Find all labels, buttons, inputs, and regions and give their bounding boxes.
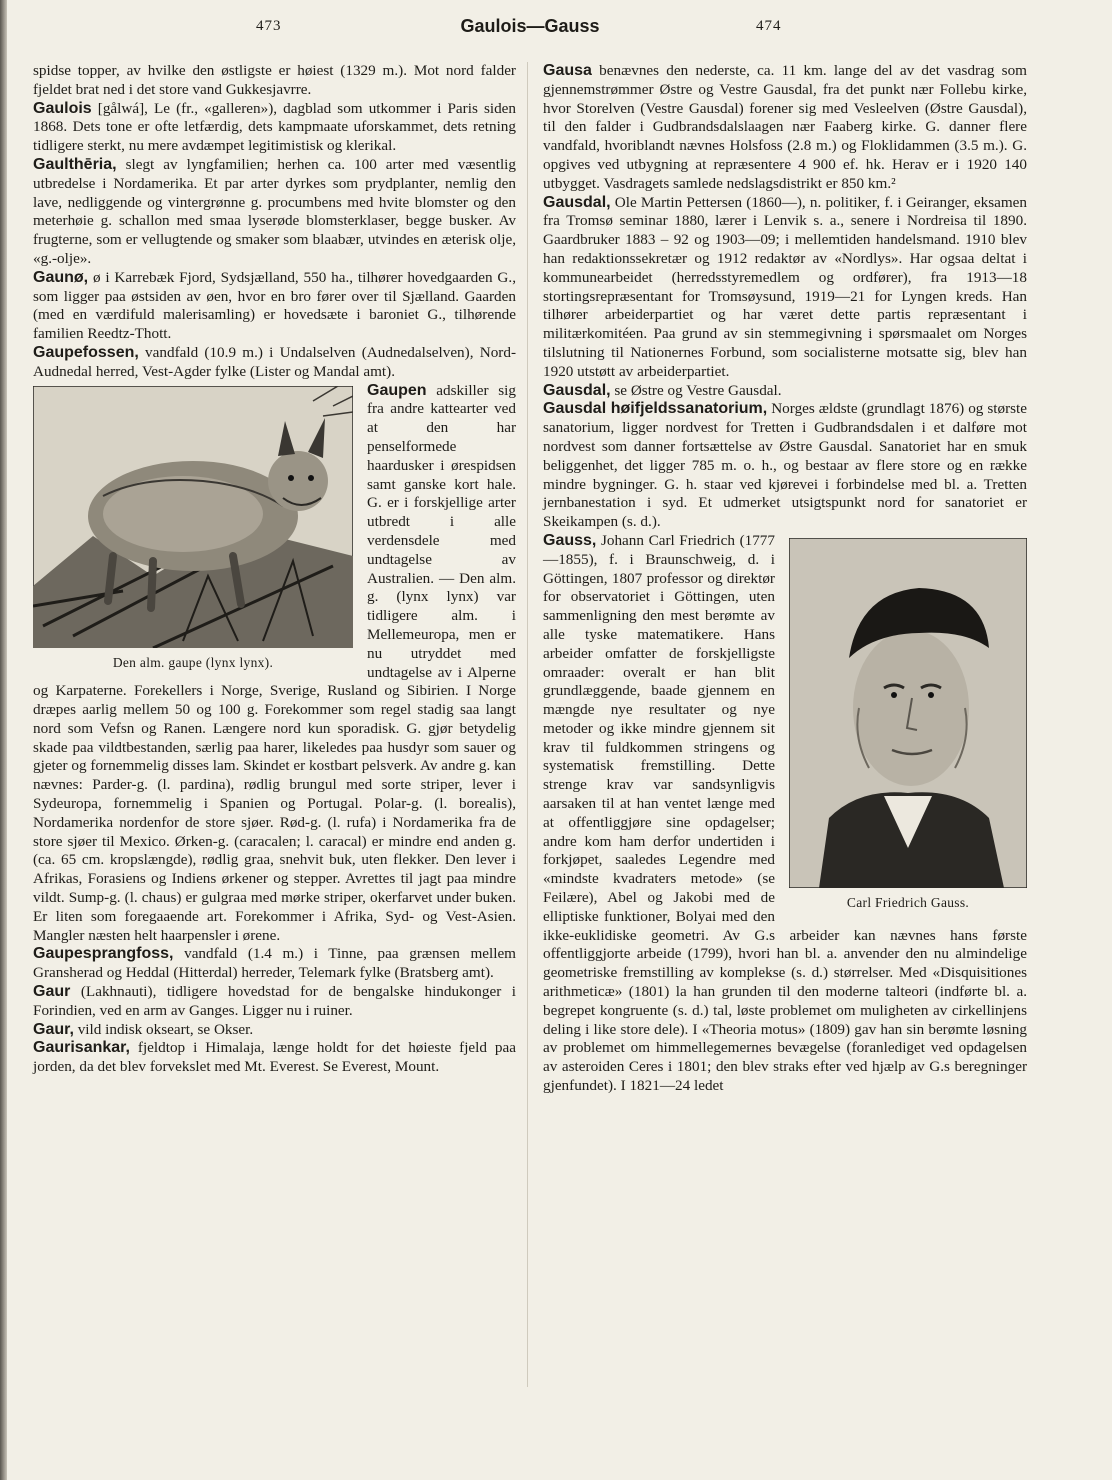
entry-gauno xyxy=(33,269,516,344)
entry-text: slegt av lyngfamilien; herhen ca. 100 arter med væsentlig utbredelse i Nordamerika. Et par arter dyrkes som prydplanter, nemlig den lave, nedliggende og vintergrønne g. procumbens med hvite blomster og den meterhøie g. schallon med smaa lyserøde blomsterklaser, begge busker. Av frugterne, som er vellugtende og smaker som blaabær, utvindes en æterisk olje, «g.-olje». xyxy=(33,155,516,267)
headword: Gaupefossen, xyxy=(33,343,139,361)
page-header xyxy=(0,18,1112,44)
entry-gausdal-sanatorium xyxy=(543,400,1027,532)
entry-gaultheria xyxy=(33,156,516,269)
entry-text: Norges ældste (grundlagt 1876) og største sanatorium, ligger nordvest for Tretten i Gudbrandsdalen i et dalføre mot nordvest som danner fortsættelse av Østre Gausdal. Sanatoriet har en smuk beliggenhet, det ligger 785 m. o. h., og bestaar av flere store og en række mindre bygninger. G. h. staar ved kjørevei i forbindelse med bl. a. Tretten jernbanestation i syd. Et udmerket utsigtspunkt nord for sanatoriet er Skeikampen (s. d.). xyxy=(543,400,1028,531)
entry-gaurisankar xyxy=(33,1039,516,1077)
lynx-figure-caption: Den alm. gaupe (lynx lynx). xyxy=(112,654,274,670)
gauss-portrait-figure xyxy=(789,538,1027,913)
entry-text: Johann Carl Friedrich (1777—1855), f. i Braunschweig, d. i Göttingen, 1807 professor og direktør for observatoriet i Göttingen, uten sammenligning den mest berømte av alle tyske matematikere. Hans arbeider omfatter de forskjelligste omraader: overalt er han blit grundlæggende, baade gjennem en mængde nye resultater og nye metoder og ikke mindre gjennem sit krav til fuldkommen stringens og systematisk fremstilling. Dette strenge krav var sandsynligvis aarsaken til at han ventet længe med at offentliggjøre sine opdagelser; andre kom ham derfor undertiden i forkjøpet, saaledes Legendre med «mindste kvadraters metode» (se Feilære), Abel og Jakobi med de elliptiske funktioner, Bolyai med den ikke-euklidiske geometri. Av G.s arbeider kan nævnes hans første offentliggjorte arbeide (1799), hvori han bl. a. anvender den nu almindelige geometriske fremstilling av komplekse (s. d.) størrelser. Med «Disquisitiones arithmeticæ» (1801) la han grunden til den moderne talteori (indførte bl. a. begrepet kongruente (s. d.) tal, løste problemet om muligheten av cirkellinjens deling i like store dele). I «Theoria motus» (1809) gav han sin berømte løsning av problemet om himmellegemernes bevægelse (foranlediget ved opdagelsen av asteroiden Ceres i 1801; den blev straks efter ved hjælp av G.s beregninger gjenfundet). I 1821—24 ledet xyxy=(543,531,1027,1095)
entry-gaulois xyxy=(33,100,516,156)
headword: Gausa xyxy=(543,62,592,79)
lynx-figure xyxy=(33,386,353,673)
headword: Gausdal, xyxy=(543,381,611,399)
entry-gaur-city xyxy=(33,983,516,1021)
headword: Gaulois xyxy=(33,99,92,117)
headword: Gausdal høifjeldssanatorium, xyxy=(543,400,768,418)
running-head: Gaulois—Gauss xyxy=(460,16,600,36)
entry-gaupen xyxy=(33,382,516,946)
entry-text: vild indisk okseart, se Okser. xyxy=(77,1020,254,1038)
entry-gaupesprangfoss xyxy=(33,945,516,983)
headword: Gaurisankar, xyxy=(33,1039,130,1057)
entry-text: benævnes den nederste, ca. 11 km. lange del av det vasdrag som gjennemstrømmer Østre og Vestre Gausdal, fra det punkt nær Follebu kirke, hvor Storelven (Vestre Gausdal) forener sig med Vesleelven (Østre Gausdal), til den falder i Gudbrandsdalslaagen nær Faaberg kirke. G. danner flere vandfald, hvoriblandt nævnes Holsfoss (2.8 m.) og Floklidammen (3.5 m.). G. opgives ved utbygning at repræsentere 4 900 ef. hk. Herav er i 1920 140 utbygget. Vasdragets samlede nedslagsdistrikt er 850 km.² xyxy=(543,62,1028,192)
lynx-illustration xyxy=(33,386,353,648)
right-column xyxy=(543,62,1027,1096)
gauss-portrait xyxy=(789,538,1027,888)
headword: Gaulthēria, xyxy=(33,155,117,173)
entry-gaupefossen xyxy=(33,344,516,382)
entry-text: adskiller sig fra andre kattearter ved at den har penselformede haardusker i ørespidsen samt ganske kort hale. G. er i forskjellige arter utbredt i alle verdensdele med undtagelse av Australien. — Den alm. g. (lynx lynx) var tidligere alm. i Mellemeuropa, men er nu utryddet med undtagelse av i Alperne og Karpaterne. Forekellers i Norge, Sverige, Rusland og Sibirien. I Norge dræpes aarlig mellem 50 og 100 g. Forekommer som regel stadig saa langt nord som Vefsn og Ranen. Længere nord kun sporadisk. G. gjør betydelig skade paa vildtbestanden, særlig paa harer, likeledes paa husdyr som sauer og gjeter og fornemmelig disses lam. Skindet er kostbart pelsverk. Av andre g. kan nævnes: Parder-g. (l. pardina), rødlig brungul med sorte striper, lever i Sydeuropa, fornemmelig i Spanien og Portugal. Polar-g. (l. borealis), Nordamerika nordenfor de store sjøer. Rød-g. (l. rufa) i Nordamerika fra de store sjøer til Mexico. Ørken-g. (caracalen; l. caracal) er mindre end anden g. (ca. 65 cm. kropslængde), rødlig graa, snehvit buk, uten flekker. Den lever i Afrikas, Forasiens og Indiens ørkener og stepper. Avrettes til jagt paa mindre vildt. Sump-g. (l. chaus) er gulgraa med mørke striper, okerfarvet under buken. Er liten som foregaaende art. Forekommer i Afrika, Syd- og Vest-Asien. Mangler næsten helt haarpensler i ørene. xyxy=(33,381,516,944)
entry-text: [gålwá], Le (fr., «galleren»), dagblad som utkommer i Paris siden 1868. Dets tone er ofte letfærdig, dets kampmaate uforskammet, dets retning tidligere sterkt, nu mere avdæmpet legitimistisk og klerikal. xyxy=(33,99,516,155)
entry-text: ø i Karrebæk Fjord, Sydsjælland, 550 ha., tilhører hovedgaarden G., som ligger paa østsiden av øen, hvor en bro fører over til Sjælland. Gaarden (med en værdifuld malerisamling) er hovedsæte i baroniet G., tilhørende familien Reedtz-Thott. xyxy=(33,268,516,343)
entry-text: vandfald (10.9 m.) i Undalselven (Audnedalselven), Nord-Audnedal herred, Vest-Agder fylke (Lister og Mandal amt). xyxy=(33,343,516,380)
headword: Gaupesprangfoss, xyxy=(33,945,174,963)
entry-text: se Østre og Vestre Gausdal. xyxy=(614,381,782,399)
entry-text: fjeldtop i Himalaja, længe holdt for det høieste fjeld paa jorden, da det blev forvekslet med Mt. Everest. Se Everest, Mount. xyxy=(33,1039,517,1076)
book-binding-edge xyxy=(0,0,7,1480)
intro-paragraph: spidse topper, av hvilke den østligste er høiest (1329 m.). Mot nord falder fjeldet brat ned i det store vand Gukkesjavrre. xyxy=(33,62,516,98)
gauss-portrait-caption: Carl Friedrich Gauss. xyxy=(846,894,970,910)
headword: Gausdal, xyxy=(543,193,611,211)
page-number-right: 474 xyxy=(756,18,782,34)
headword: Gauss, xyxy=(543,531,597,549)
entry-text: vandfald (1.4 m.) i Tinne, paa grænsen mellem Gransherad og Heddal (Hitterdal) herreder, Telemark fylke (Bratsberg amt). xyxy=(33,945,516,982)
headword: Gaur, xyxy=(33,1020,74,1038)
column-divider xyxy=(527,62,528,1387)
entry-gausa xyxy=(543,62,1027,194)
entry-gausdal-politician xyxy=(543,194,1027,382)
headword: Gaunø, xyxy=(33,268,89,286)
headword: Gaur xyxy=(33,983,71,1001)
entry-text: Ole Martin Pettersen (1860—), n. politiker, f. i Geiranger, eksamen fra Tromsø seminar 1880, lærer i Lenvik s. a., senere i Nordreisa til 1890. Gaardbruker 1883 – 92 og 1903—09; i mellemtiden handelsmand. 1910 blev han redaktionssekretær og 1912 redaktør av «Nordlys». Har ogsaa deltat i kommunearbeidet (herredsstyremedlem og ordfører), fra 1913—18 stortingsrepræsentant for Tromsøysund, 1919—21 for Lyngen kreds. Han tilhører arbeiderpartiet og har været dette partis repræsentant i militærkomitéen. Paa grund av sin stemmegivning i spørsmaalet om Norges tilslutning til Nationernes Forbund, som socialisterne motsatte sig, blev han 1920 utstøtt av arbeiderpartiet. xyxy=(543,193,1027,380)
left-column xyxy=(33,62,516,1077)
page-number-left: 473 xyxy=(256,18,282,34)
entry-gausdal-ref xyxy=(543,382,1027,401)
entry-gaur-ox xyxy=(33,1021,516,1040)
headword: Gaupen xyxy=(367,381,427,399)
entry-gauss xyxy=(543,532,1027,1096)
entry-text: (Lakhnauti), tidligere hovedstad for de bengalske hindukonger i Forindien, ved en arm av Ganges. Ligger nu i ruiner. xyxy=(33,983,516,1019)
